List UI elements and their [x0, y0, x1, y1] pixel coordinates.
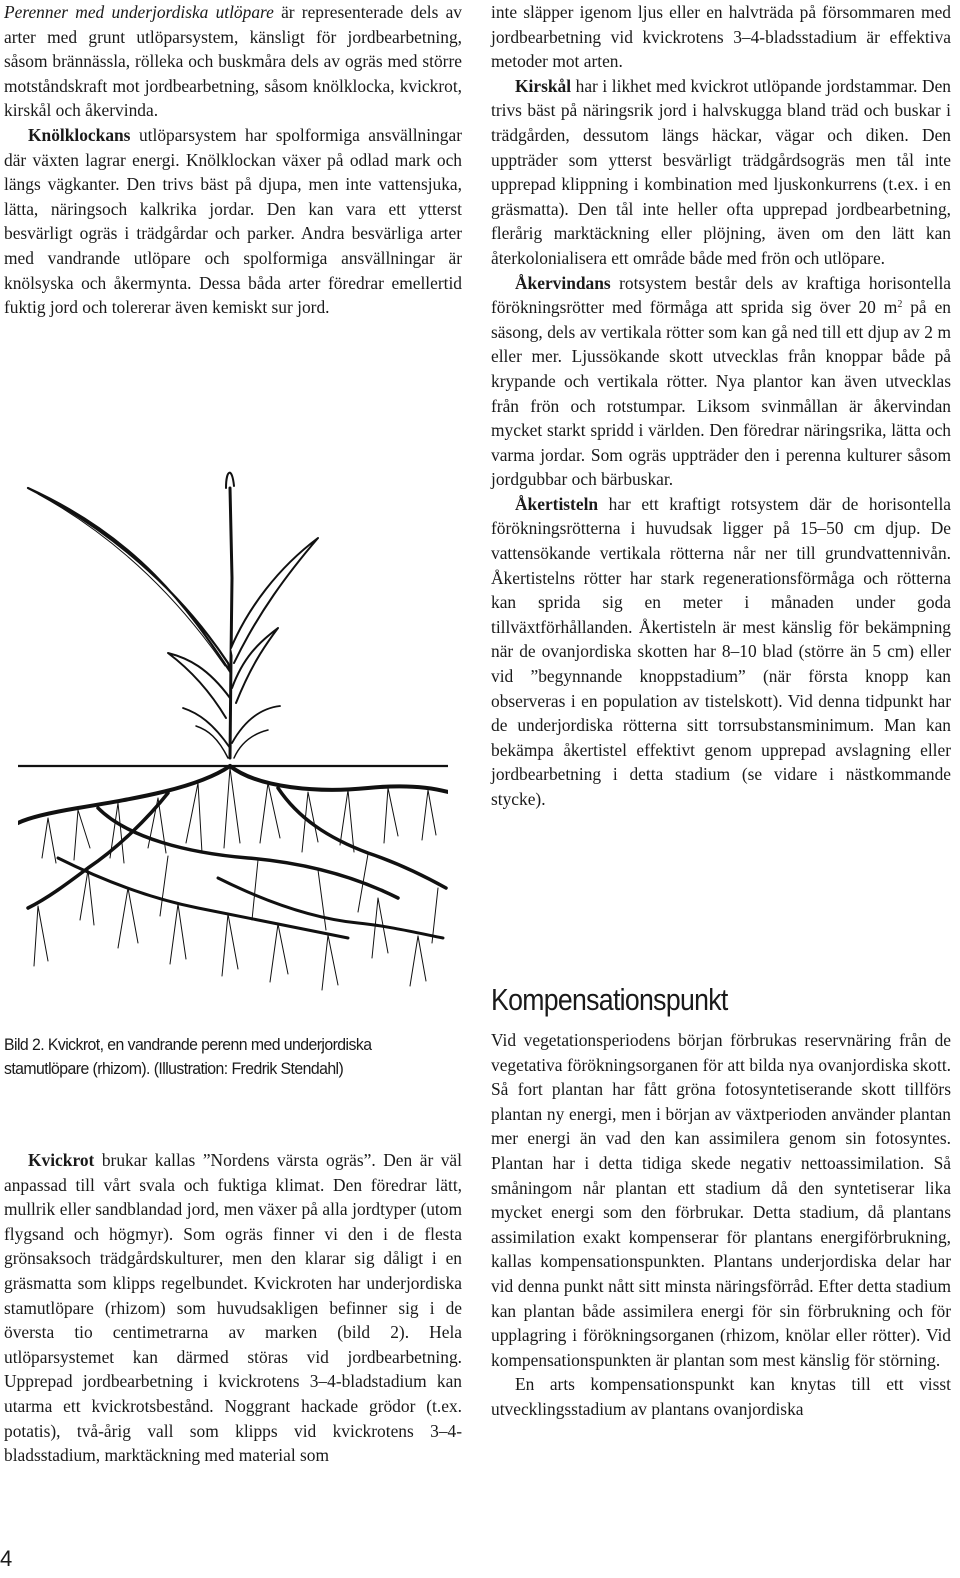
superscript-2: 2 — [897, 299, 903, 311]
figure-caption: Bild 2. Kvickrot, en vandrande perenn med underjordiska stamutlöpare (rhizom). (Illustration: Fredrik Stendahl) — [4, 1035, 372, 1078]
perennials-lead: Perenner med underjordiska utlöpare — [4, 2, 274, 22]
section-heading: Kompensationspunkt — [491, 982, 728, 1017]
continued-paragraph: inte släpper igenom ljus eller en halvträda på försommaren med jordbearbetning vid kvickrotens 3–4-bladsstadium är effektiva metoder mot arten. — [491, 2, 951, 72]
knolklocka-term: Knölklockans — [28, 124, 131, 145]
akertistel-text: har ett kraftigt rotsystem där de horisontella förökningsrötterna i huvudsak ligger på 15–50 cm djup. De vattensökande vertikala rötterna når ner till grundvattennivån. Åkertistelns rötter har stark regenerationsförmåga och rötterna kan sprida sig en meter i månaden under goda tillväxtförhållanden. Åkertisteln är mest känslig för bekämpning när de ovanjordiska skotten har 8–10 blad (större än 5 cm) eller vid ”begynnande knoppstadium” (när första knopp kan observeras i en population av tistelskott). Vid denna tidpunkt har de underjordiska rötterna sitt torrsubstansminimum. Man kan bekämpa åkertistel effektivt genom upprepad avslagning eller jordbearbetning i detta stadium (se vidare i nästkommande stycke). — [491, 493, 951, 809]
knolklocka-paragraph — [4, 123, 462, 320]
perennials-paragraph — [4, 0, 462, 123]
page-number: 4 — [0, 1546, 13, 1571]
kvickrot-text: brukar kallas ”Nordens värsta ogräs”. Den är väl anpassad till vårt svala och fuktiga klimat. Den föredrar lätt, mullrik eller sandblandad jord, men växer på alla jordtyper (utom flygsand och högmyr). Som ogräs finner vi den i de flesta grönsaksoch trädgårdskulturer, men den klarar sig dåligt i en gräsmatta som klipps regelbundet. Kvickroten har underjordiska stamutlöpare (rhizom) som huvudsakligen befinner sig i de översta tio centimetrarna av marken (bild 2). Hela utlöparsystemet kan därmed störas vid jordbearbetning. Upprepad jordbearbetning i kvickrotens 3–4-bladstadium kan utarma ett kvickrotsbestånd. Noggrant hackade grödor (t.ex. potatis), två-årig vall som klipps vid kvickrotens 3–4-bladsstadium, marktäckning med material som — [4, 1150, 462, 1466]
kvickrot-term: Kvickrot — [28, 1150, 95, 1170]
kompensation-paragraph-2: En arts kompensationspunkt kan knytas till ett visst utvecklingsstadium av plantans ovanjordiska — [491, 1374, 951, 1419]
kirskal-term: Kirskål — [515, 75, 572, 96]
kirskal-text: har i likhet med kvickrot utlöpande jordstammar. Den trivs bäst på näringsrik jord i halvskugga bland träd och buskar i trädgården, dessutom längs häckar, vägar och diken. Den uppträder som ytterst besvärligt trädgårdsogräs men tål inte upprepad klippning i kombination med ljuskonkurrens (t.ex. i en gräsmatta). Den tål inte heller ofta upprepad jordbearbetning, flerårig marktäckning eller plöjning, även om den lätt kan återkolonialisera ett område både med frön och utlöpare. — [491, 75, 951, 268]
knolklocka-text: utlöparsystem har spolformiga ansvällningar där växten lagrar energi. Knölklockan växer på odlad mark och längs vägkanter. Den trivs bäst på djupa, men inte vattensjuka, lätta, näringsoch kalkrika jordar. Den kan vara ett ytterst besvärligt ogräs i trädgårdar och parker. Andra besvärliga arter med vandrande utlöpare och spolformiga ansvällningar är knölsyska och åkermynta. Dessa båda arter föredrar emellertid fuktig jord och tolererar även kemiskt sur jord. — [4, 124, 462, 318]
kompensation-paragraph-1: Vid vegetationsperiodens början förbrukas reservnäring från de vegetativa förökningsorganen för att bilda nya ovanjordiska skott. Så fort plantan har fått gröna fotosyntetiserande skott tillförs plantan ny energi, men i början av växtperioden använder plantan mer energi än vad den kan assimilera genom sin fotosyntes. Plantan har i detta tidiga skede negativ nettoassimilation. Så småningom når plantan ett stadium då den syntetiserar lika mycket energi som den förbrukar. Detta stadium, då plantans assimilation exakt kompenserar för plantans energiförbrukning, kallas kompensationspunkten. Plantans underjordiska delar har vid denna punkt nått sitt minsta näringsförråd. Efter detta stadium kan plantan både assimilera energi för sin förbrukning och för upplagring i förökningsorganen (rhizom, knölar eller rötter). Vid kompensationspunkten är plantan som mest känslig för störning. — [491, 1030, 951, 1370]
akertistel-term: Åkertisteln — [515, 493, 599, 514]
kvickrot-section — [4, 1148, 462, 1468]
akervinda-paragraph — [491, 271, 951, 492]
akervinda-text-a: rotsystem består dels av kraftiga horisontella förökningsrötter med förmåga att sprida sig över 20 m — [491, 272, 951, 318]
right-column — [491, 0, 951, 812]
akervinda-term: Åkervindans — [515, 272, 611, 293]
perennials-text: är representerade dels av arter med grunt utlöparsystem, känsligt för jordbearbetning, såsom brännässla, rölleka och buskmåra dels av ogräs med större motståndskraft mot jordbearbetning, såsom knölklocka, kvickrot, kirskål och åkervinda. — [4, 2, 463, 121]
akervinda-text-b: på en säsong, dels av vertikala rötter som kan gå ned till ett djup av 2 m eller mer. Ljussökande skott utvecklas från knoppar både på krypande och vertikala rötter. Nya plantor kan även utvecklas från frön och rotstumpar. Liksom svinmållan är åkervindan mycket starkt spridd i världen. Den föredrar näringsrika, lätta och varma jordar. Som ogräs uppträder den i perenna kulturer såsom jordgubbar och bärbuskar. — [491, 297, 951, 490]
kirskal-paragraph — [491, 74, 951, 271]
kompensation-section — [491, 1028, 951, 1422]
left-column — [4, 0, 462, 320]
akertistel-paragraph — [491, 492, 951, 812]
couch-grass-illustration — [18, 458, 448, 1018]
kvickrot-paragraph — [4, 1148, 462, 1468]
